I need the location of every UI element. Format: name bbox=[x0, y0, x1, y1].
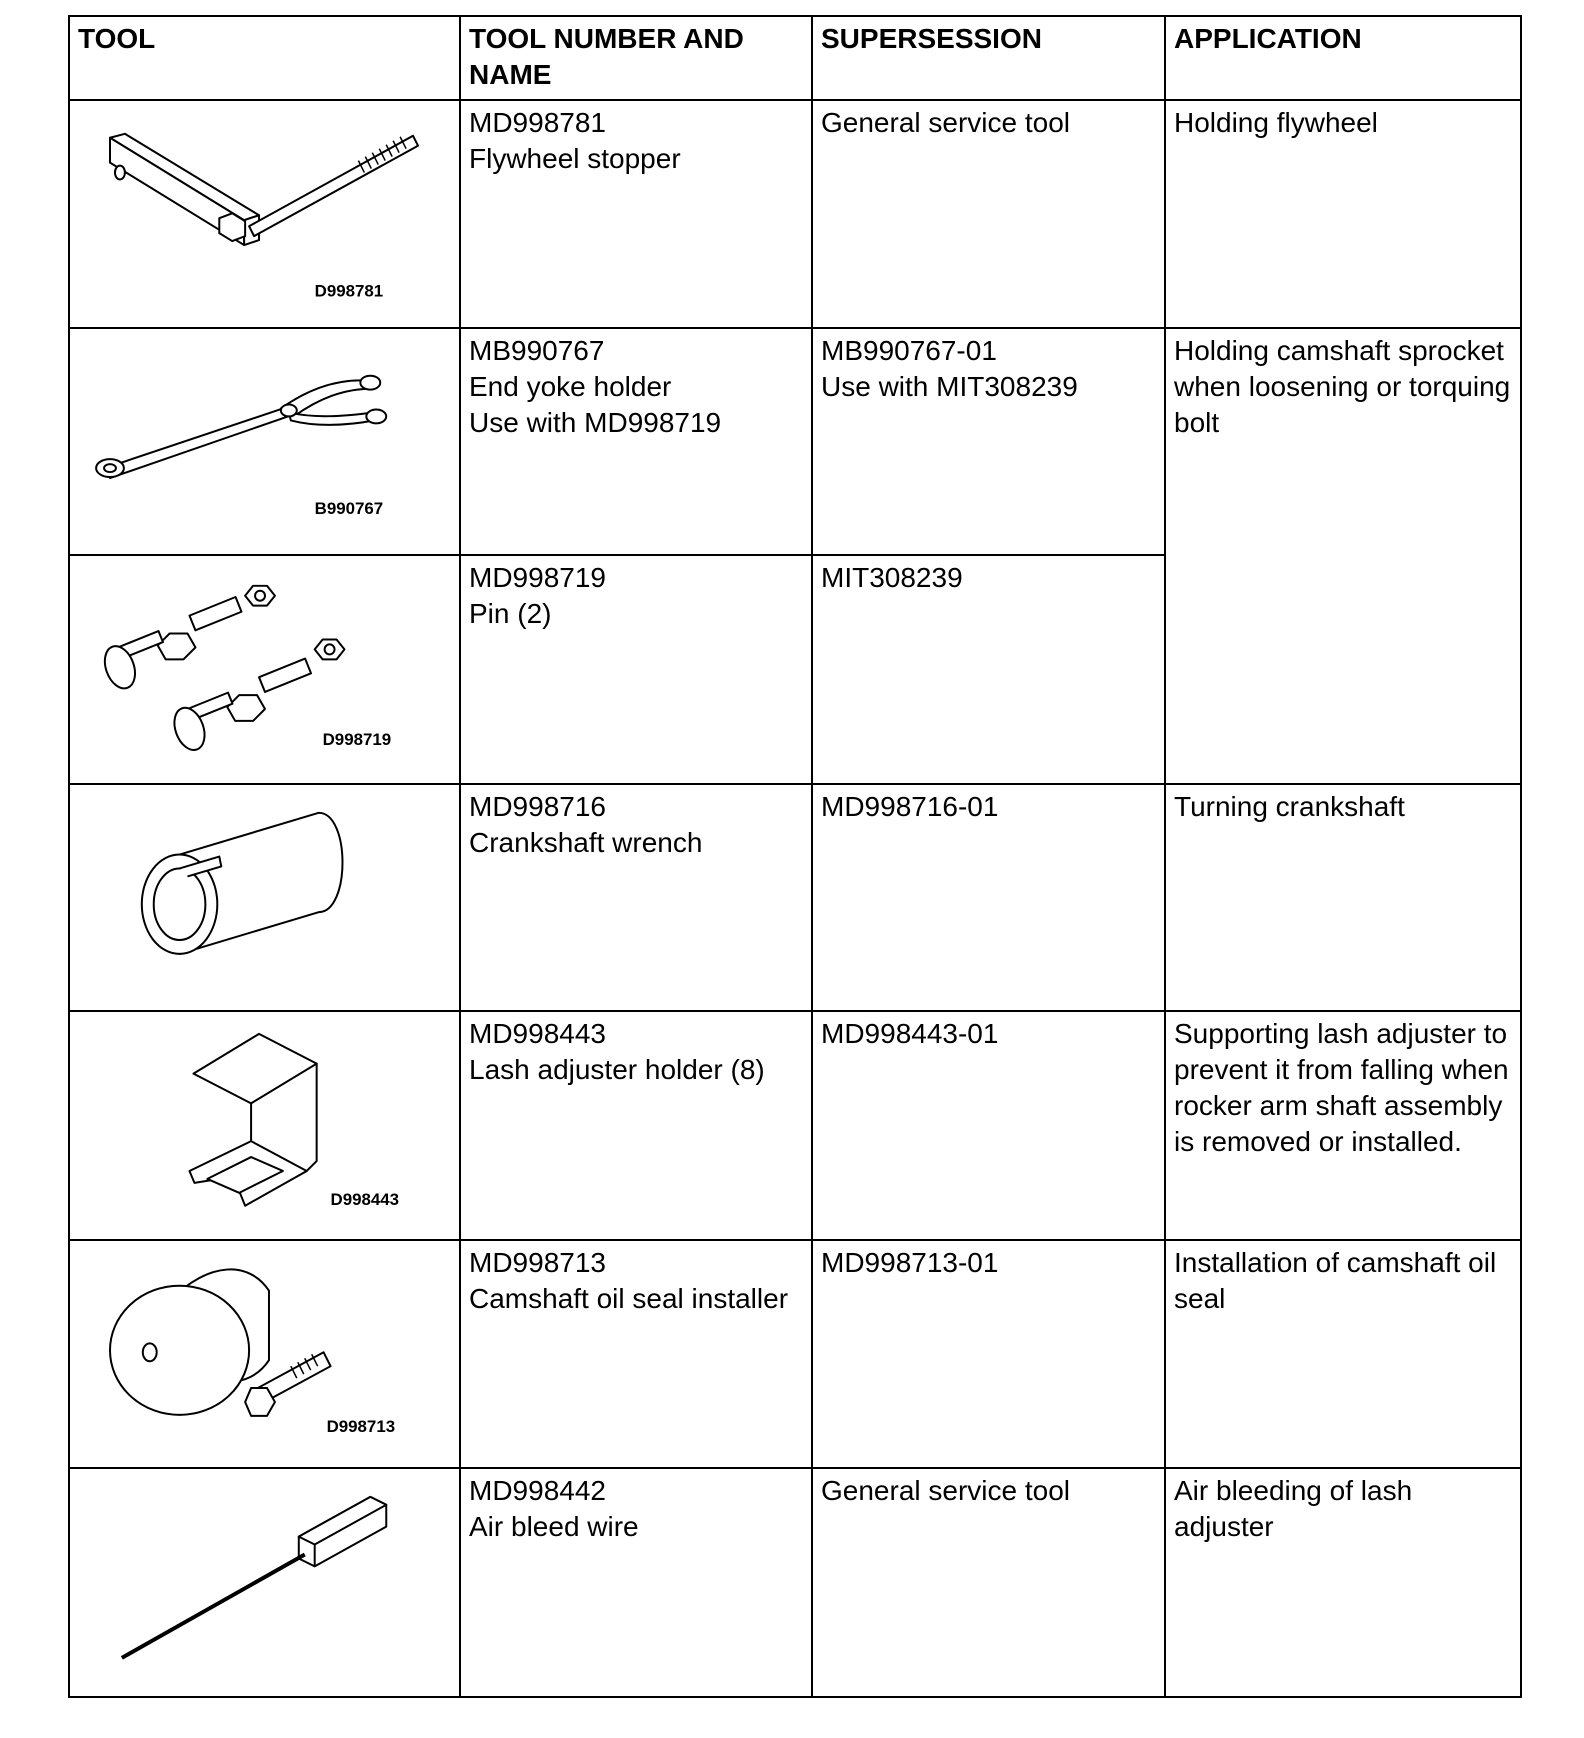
special-tools-table bbox=[68, 15, 1522, 1698]
tool-code: D998781 bbox=[314, 281, 384, 301]
tool-number-name-cell bbox=[460, 1468, 812, 1697]
tool-name: Lash adjuster holder (8) bbox=[469, 1054, 765, 1086]
flywheel-stopper-icon bbox=[70, 101, 459, 327]
tool-illustration-cell bbox=[69, 784, 460, 1012]
application: Holding camshaft sprocket when loosening or torquing bolt bbox=[1174, 334, 1511, 438]
application-cell bbox=[1165, 328, 1521, 784]
application: Turning crankshaft bbox=[1174, 790, 1405, 822]
application: Installation of camshaft oil seal bbox=[1174, 1246, 1497, 1314]
tool-illustration-cell bbox=[69, 328, 460, 556]
camshaft-oil-seal-installer-icon bbox=[70, 1241, 459, 1468]
pin-icon bbox=[70, 556, 459, 783]
table-row bbox=[69, 100, 1521, 328]
tool-number: MB990767 bbox=[469, 334, 605, 366]
tool-number: MD998719 bbox=[469, 562, 606, 594]
application: Supporting lash adjuster to prevent it from falling when rocker arm shaft assembly is removed or installed. bbox=[1174, 1018, 1509, 1158]
tool-name: Crankshaft wrench bbox=[469, 826, 703, 858]
tool-name-note: Use with MD998719 bbox=[469, 406, 722, 438]
tool-number-name-cell bbox=[460, 784, 812, 1012]
tool-name: Flywheel stopper bbox=[469, 143, 681, 175]
tool-code: D998713 bbox=[326, 1416, 396, 1436]
air-bleed-wire-icon bbox=[70, 1469, 459, 1696]
header-number-name: TOOL NUMBER AND NAME bbox=[460, 16, 812, 100]
supersession: MB990767-01 bbox=[821, 334, 997, 366]
application-cell bbox=[1165, 1240, 1521, 1469]
application: Air bleeding of lash adjuster bbox=[1174, 1475, 1413, 1543]
tool-illustration-cell bbox=[69, 100, 460, 328]
tool-number-name-cell bbox=[460, 328, 812, 556]
tool-name: Air bleed wire bbox=[469, 1511, 639, 1543]
table-row bbox=[69, 1468, 1521, 1697]
application-cell bbox=[1165, 100, 1521, 328]
tool-number-name-cell bbox=[460, 555, 812, 784]
tool-number: MD998781 bbox=[469, 107, 606, 139]
tool-number: MD998713 bbox=[469, 1246, 606, 1278]
table-row bbox=[69, 1240, 1521, 1469]
supersession-cell bbox=[812, 1011, 1165, 1240]
supersession: General service tool bbox=[821, 1475, 1071, 1507]
supersession-cell bbox=[812, 1240, 1165, 1469]
tool-illustration-cell bbox=[69, 1011, 460, 1240]
header-supersession: SUPERSESSION bbox=[812, 16, 1165, 100]
supersession: General service tool bbox=[821, 107, 1071, 139]
crankshaft-wrench-icon bbox=[70, 785, 459, 1011]
tool-code: B990767 bbox=[314, 498, 384, 518]
tool-illustration-cell bbox=[69, 1468, 460, 1697]
supersession-note: Use with MIT308239 bbox=[821, 370, 1078, 402]
tool-number-name-cell bbox=[460, 100, 812, 328]
supersession: MD998713-01 bbox=[821, 1246, 999, 1278]
tool-number: MD998443 bbox=[469, 1018, 606, 1050]
tool-illustration-cell bbox=[69, 1240, 460, 1469]
application-cell bbox=[1165, 1011, 1521, 1240]
header-row bbox=[69, 16, 1521, 100]
tool-number: MD998442 bbox=[469, 1475, 606, 1507]
tool-illustration-cell bbox=[69, 555, 460, 784]
tool-number-name-cell bbox=[460, 1011, 812, 1240]
supersession-cell bbox=[812, 555, 1165, 784]
supersession: MIT308239 bbox=[821, 562, 963, 594]
application: Holding flywheel bbox=[1174, 107, 1378, 139]
tool-name: Pin (2) bbox=[469, 598, 552, 630]
tool-code: D998719 bbox=[322, 730, 392, 750]
table-row bbox=[69, 784, 1521, 1012]
tool-code: D998443 bbox=[330, 1190, 400, 1210]
header-tool: TOOL bbox=[69, 16, 460, 100]
supersession: MD998716-01 bbox=[821, 790, 999, 822]
supersession-cell bbox=[812, 100, 1165, 328]
supersession: MD998443-01 bbox=[821, 1018, 999, 1050]
tool-name: Camshaft oil seal installer bbox=[469, 1282, 789, 1314]
application-cell bbox=[1165, 784, 1521, 1012]
table-row bbox=[69, 328, 1521, 556]
table-row bbox=[69, 1011, 1521, 1240]
lash-adjuster-holder-icon bbox=[70, 1012, 459, 1239]
application-cell bbox=[1165, 1468, 1521, 1697]
tool-name: End yoke holder bbox=[469, 370, 672, 402]
tool-number-name-cell bbox=[460, 1240, 812, 1469]
tool-number: MD998716 bbox=[469, 790, 606, 822]
end-yoke-holder-icon bbox=[70, 329, 459, 555]
supersession-cell bbox=[812, 328, 1165, 556]
supersession-cell bbox=[812, 784, 1165, 1012]
supersession-cell bbox=[812, 1468, 1165, 1697]
header-application: APPLICATION bbox=[1165, 16, 1521, 100]
